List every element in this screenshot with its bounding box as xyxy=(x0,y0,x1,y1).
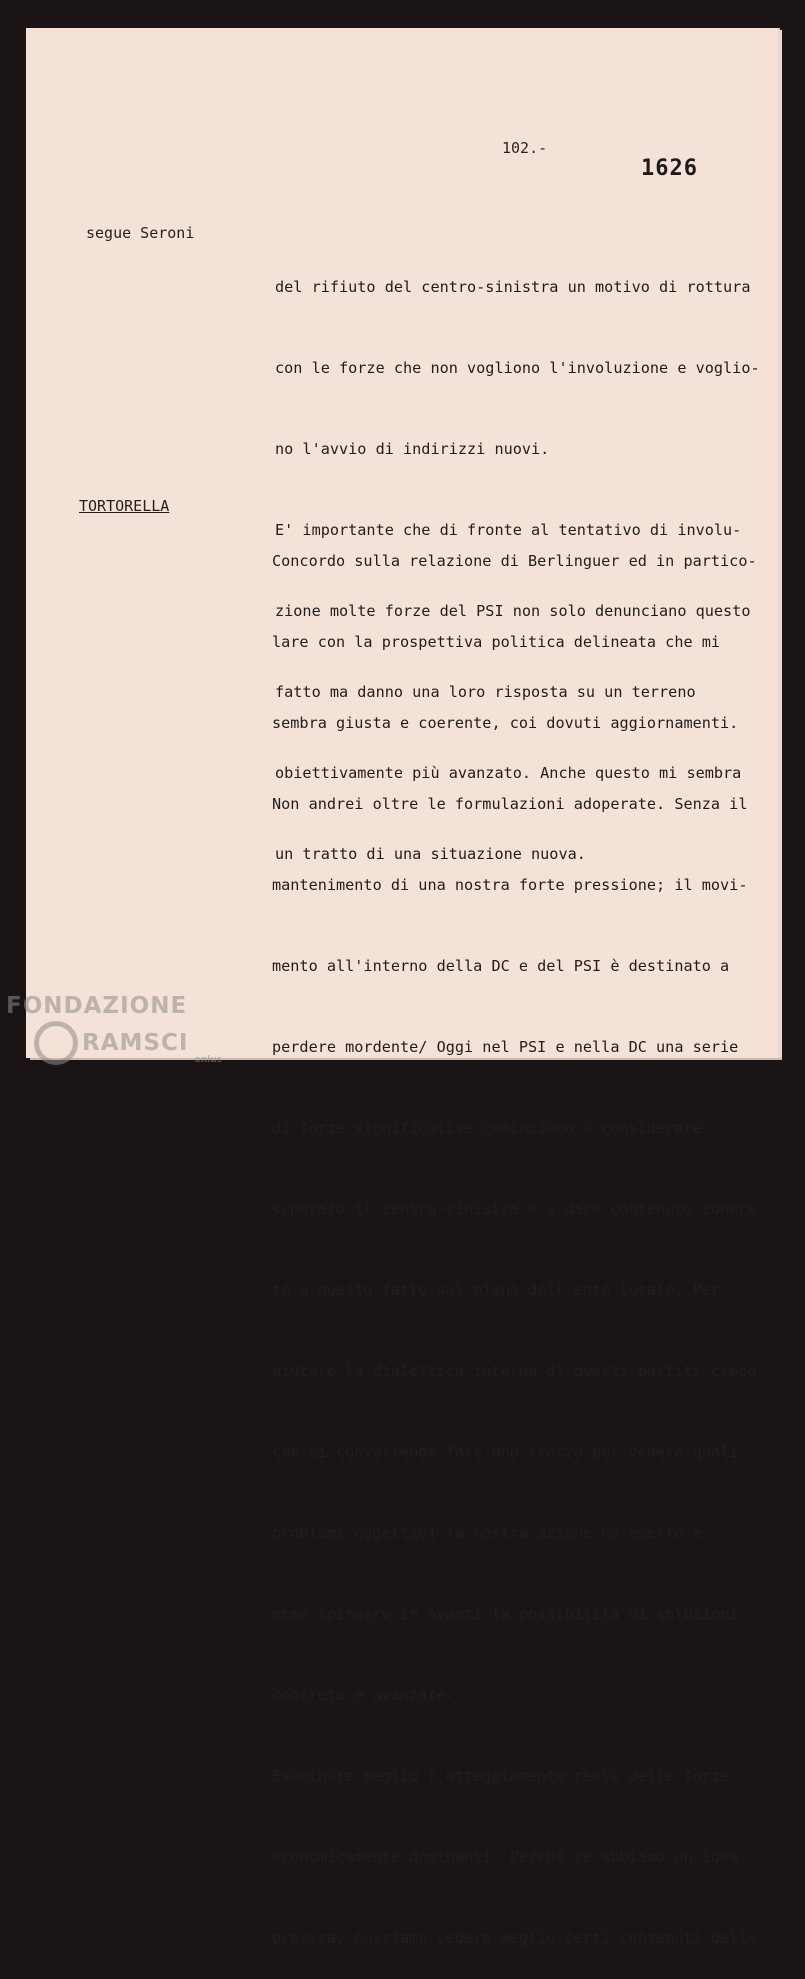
text-line: Esaminare meglio l'atteggiamento reale delle forze xyxy=(272,1767,730,1785)
text-line: di forze significative cominciano a considerare xyxy=(272,1119,702,1137)
text-line: obiettivamente più avanzato. Anche questo mi sembra xyxy=(275,764,742,782)
text-line: come spingere in avanti la possibilità di soluzioni xyxy=(272,1605,739,1623)
fondazione-gramsci-watermark xyxy=(6,993,222,1065)
text-line: precisa, possiamo vedere meglio certi contenuti della xyxy=(272,1929,757,1947)
watermark-line1: FONDAZIONE xyxy=(6,993,188,1019)
speaker-label-seroni: segue Seroni xyxy=(86,224,195,242)
text-line: con le forze che non vogliono l'involuzione e voglio- xyxy=(275,359,760,377)
speaker-label-tortorella: TORTORELLA xyxy=(79,497,170,515)
text-line: lare con la prospettiva politica delineata che mi xyxy=(272,633,721,651)
text-line: no l'avvio di indirizzi nuovi. xyxy=(275,440,550,458)
text-line: mento all'interno della DC e del PSI è destinato a xyxy=(272,957,730,975)
watermark-line2: RAMSCI xyxy=(82,1030,189,1056)
watermark-suffix: onlus xyxy=(194,1055,222,1065)
text-line: un tratto di una situazione nuova. xyxy=(275,845,586,863)
page-number: 102.- xyxy=(502,139,548,157)
archive-stamp-number: 1626 xyxy=(641,156,698,181)
text-line: Concordo sulla relazione di Berlinguer ed in partico- xyxy=(272,552,757,570)
text-line: perdere mordente/ Oggi nel PSI e nella DC una serie xyxy=(272,1038,739,1056)
text-line: concrete e avanzate. xyxy=(272,1686,455,1704)
text-line: sembra giusta e coerente, coi dovuti aggiornamenti. xyxy=(272,714,739,732)
text-line: zione molte forze del PSI non solo denunciano questo xyxy=(275,602,751,620)
text-line: del rifiuto del centro-sinistra un motivo di rottura xyxy=(275,278,751,296)
text-line: E' importante che di fronte al tentativo di involu- xyxy=(275,521,742,539)
page-edge xyxy=(778,30,782,1058)
watermark-row xyxy=(6,1021,222,1065)
text-line: problemi oggettivi la nostra azione ha aperto e xyxy=(272,1524,702,1542)
text-line: aiutare la dialettica interna di questi partiti credo xyxy=(272,1362,757,1380)
text-line: superato il centro-sinistra e a dare contenuto concre xyxy=(272,1200,757,1218)
gramsci-g-logo-icon xyxy=(34,1021,78,1065)
text-line: mantenimento di una nostra forte pressione; il movi- xyxy=(272,876,748,894)
speech-text-tortorella xyxy=(272,494,757,1979)
text-line: Non andrei oltre le formulazioni adoperate. Senza il xyxy=(272,795,748,813)
text-line: to a questo fatto sul piano dell'ente locale. Per xyxy=(272,1281,721,1299)
text-line: economicamente dominanti. Perché se abbiamo un'idea xyxy=(272,1848,739,1866)
text-line: che ci converrebbe fare uno sforzo per vedere quali xyxy=(272,1443,739,1461)
text-line: fatto ma danno una loro risposta su un terreno xyxy=(275,683,696,701)
